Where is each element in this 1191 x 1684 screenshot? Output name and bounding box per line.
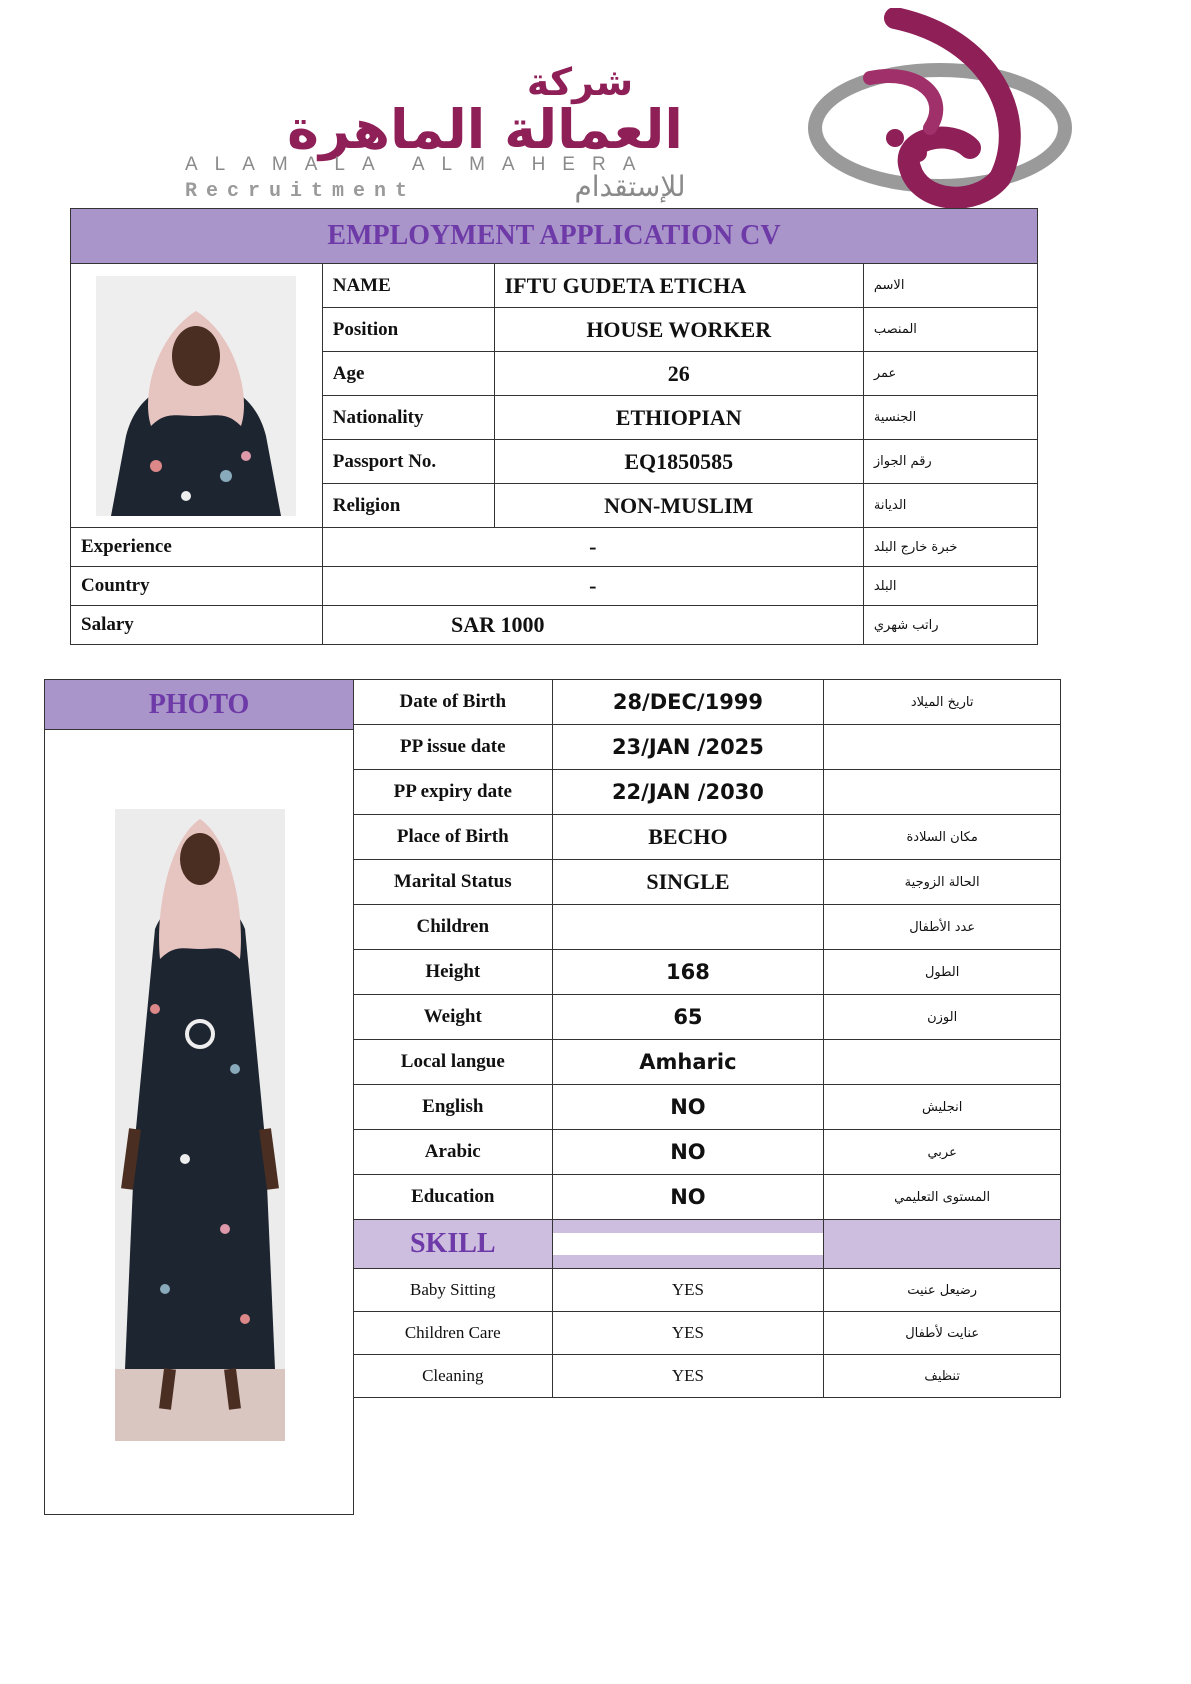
salary-arabic-label: راتب شهري	[863, 606, 1037, 645]
pp-expiry-arabic-label	[824, 770, 1061, 815]
passport-arabic-label: رقم الجواز	[863, 440, 1037, 484]
personal-details-table	[353, 679, 1061, 1398]
passport-label: Passport No.	[322, 440, 494, 484]
logo-arabic-company: شركة	[526, 60, 634, 104]
photo-panel	[44, 679, 354, 1515]
height-label: Height	[354, 950, 553, 995]
portrait-photo	[96, 276, 296, 516]
religion-arabic-label: الديانة	[863, 484, 1037, 528]
local-language-label: Local langue	[354, 1040, 553, 1085]
skill-title: SKILL	[354, 1220, 553, 1269]
pp-issue-arabic-label	[824, 725, 1061, 770]
experience-arabic-label: خبرة خارج البلد	[863, 528, 1037, 567]
height-arabic-label: الطول	[824, 950, 1061, 995]
salary-label: Salary	[71, 606, 323, 645]
pp-expiry-label: PP expiry date	[354, 770, 553, 815]
marital-value: SINGLE	[552, 860, 824, 905]
name-arabic-label: الاسم	[863, 264, 1037, 308]
children-arabic-label: عدد الأطفال	[824, 905, 1061, 950]
skill-baby-sitting-label: Baby Sitting	[354, 1269, 553, 1312]
photo-title: PHOTO	[45, 680, 353, 730]
experience-label: Experience	[71, 528, 323, 567]
position-arabic-label: المنصب	[863, 308, 1037, 352]
birthplace-label: Place of Birth	[354, 815, 553, 860]
passport-value: EQ1850585	[494, 440, 863, 484]
pp-issue-label: PP issue date	[354, 725, 553, 770]
birthplace-arabic-label: مكان السلادة	[824, 815, 1061, 860]
skill-cleaning-label: Cleaning	[354, 1355, 553, 1398]
position-value: HOUSE WORKER	[494, 308, 863, 352]
logo-latin-name: ALAMALA ALMAHERA	[185, 154, 653, 175]
cv-summary-table	[70, 208, 1038, 645]
local-language-value: Amharic	[552, 1040, 824, 1085]
company-logo	[180, 8, 1080, 208]
skill-baby-sitting-value: YES	[552, 1269, 824, 1312]
dob-value: 28/DEC/1999	[552, 680, 824, 725]
age-value: 26	[494, 352, 863, 396]
pp-issue-value: 23/JAN /2025	[552, 725, 824, 770]
small-photo-cell	[71, 264, 323, 528]
country-label: Country	[71, 567, 323, 606]
dob-label: Date of Birth	[354, 680, 553, 725]
children-value	[552, 905, 824, 950]
education-arabic-label: المستوى التعليمي	[824, 1175, 1061, 1220]
skill-header-split	[553, 1233, 824, 1255]
weight-value: 65	[552, 995, 824, 1040]
logo-arabic-name: العمالة الماهرة	[287, 98, 683, 161]
skill-children-care-value: YES	[552, 1312, 824, 1355]
country-arabic-label: البلد	[863, 567, 1037, 606]
skill-cleaning-arabic: تنظيف	[824, 1355, 1061, 1398]
nationality-label: Nationality	[322, 396, 494, 440]
age-arabic-label: عمر	[863, 352, 1037, 396]
religion-value: NON-MUSLIM	[494, 484, 863, 528]
arabic-value: NO	[552, 1130, 824, 1175]
nationality-value: ETHIOPIAN	[494, 396, 863, 440]
education-value: NO	[552, 1175, 824, 1220]
age-label: Age	[322, 352, 494, 396]
english-value: NO	[552, 1085, 824, 1130]
skill-header-value-cell	[552, 1220, 824, 1269]
arabic-arabic-label: عربي	[824, 1130, 1061, 1175]
arabic-label: Arabic	[354, 1130, 553, 1175]
full-body-photo	[115, 809, 285, 1441]
skill-baby-sitting-arabic: رضيعل عنيت	[824, 1269, 1061, 1312]
position-label: Position	[322, 308, 494, 352]
pp-expiry-value: 22/JAN /2030	[552, 770, 824, 815]
name-label: NAME	[322, 264, 494, 308]
birthplace-value: BECHO	[552, 815, 824, 860]
name-value: IFTU GUDETA ETICHA	[494, 264, 863, 308]
local-language-arabic-label	[824, 1040, 1061, 1085]
skill-children-care-label: Children Care	[354, 1312, 553, 1355]
weight-arabic-label: الوزن	[824, 995, 1061, 1040]
height-value: 168	[552, 950, 824, 995]
weight-label: Weight	[354, 995, 553, 1040]
skill-cleaning-value: YES	[552, 1355, 824, 1398]
skill-children-care-arabic: عنايت لأطفال	[824, 1312, 1061, 1355]
experience-value: -	[322, 528, 863, 567]
english-arabic-label: انجليش	[824, 1085, 1061, 1130]
marital-arabic-label: الحالة الزوجية	[824, 860, 1061, 905]
logo-arabic-recruitment: للإستقدام	[574, 170, 686, 203]
nationality-arabic-label: الجنسية	[863, 396, 1037, 440]
logo-recruitment: Recruitment	[185, 180, 417, 203]
skill-header-arabic-cell	[824, 1220, 1061, 1269]
country-value: -	[322, 567, 863, 606]
cv-title: EMPLOYMENT APPLICATION CV	[71, 209, 1038, 264]
children-label: Children	[354, 905, 553, 950]
education-label: Education	[354, 1175, 553, 1220]
dob-arabic-label: تاريخ الميلاد	[824, 680, 1061, 725]
english-label: English	[354, 1085, 553, 1130]
logo-emblem-icon	[800, 8, 1080, 208]
religion-label: Religion	[322, 484, 494, 528]
marital-label: Marital Status	[354, 860, 553, 905]
salary-value: SAR 1000	[322, 606, 863, 645]
